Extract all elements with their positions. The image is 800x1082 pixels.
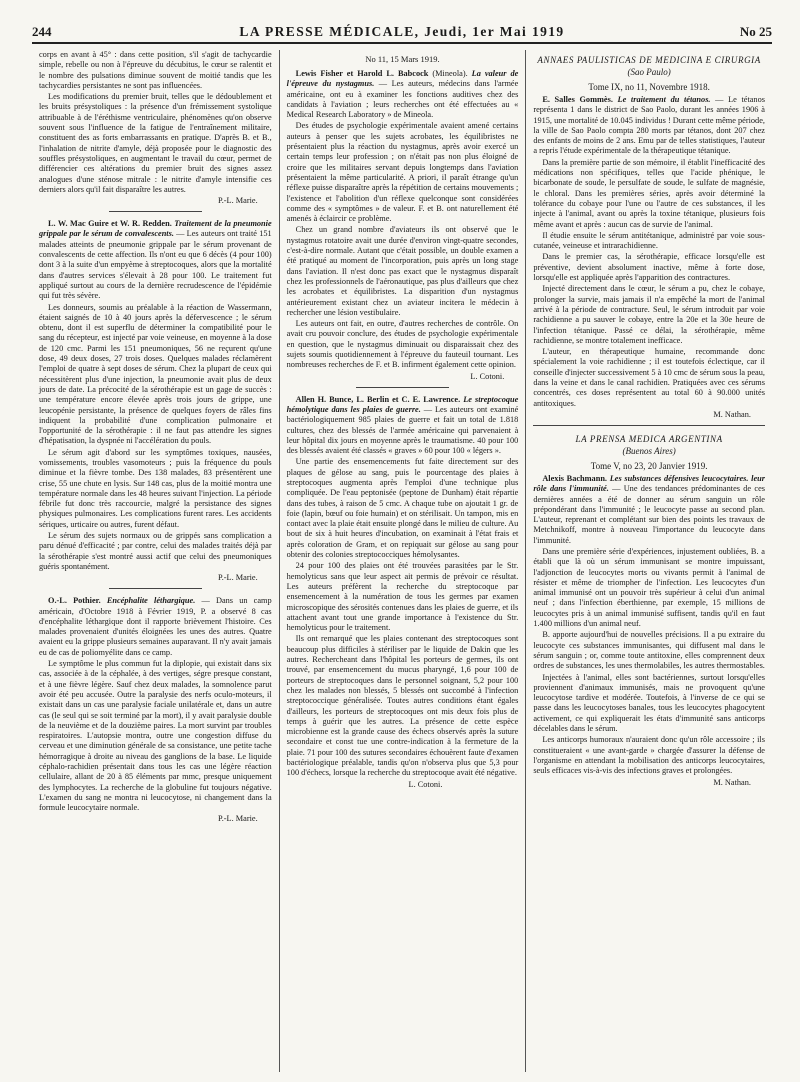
paragraph: L'auteur, en thérapeutique humaine, recommande donc spécialement la voie rachidienne ; il est toutefois éclectique, car il conseille d'injecter successivement 5 à 10 cmc de sérum sous la peau, dans la veine et dans le canal rachidien. Pratiquées avec ces sérums concentrés, ces doses représentent au total 60 à 90.000 unités antitoxiques. <box>533 347 765 408</box>
divider <box>109 588 202 589</box>
article-title: Traitement de la pneumonie grippale par le sérum de convalescents. <box>39 219 272 239</box>
journal-city: (Buenos Aires) <box>622 445 676 456</box>
divider <box>109 211 202 212</box>
article-title: Le traitement du tétanos. <box>617 95 711 104</box>
paragraph: Une partie des ensemencements fut faite directement sur des plaques de gélose au sang, puis le pourcentage des plaies à streptocoques augmenta après l'emploi d'une technique plus compliquée. De l'eau peptonisée (peptone de Dunham) était répartie dans des tubes, à raison de 5 cmc. A chaque tube on ajoutait 1 gr. de foie (lapin, bœuf ou foie humain) et on stérilisait. Un tampon, mis en contact avec la plaie était ensuite plongé dans le milieu de culture. Au bout de six à huit heures d'incubation, on examinait à l'état frais et après coloration de Gram, et on repiquait sur gélose au sang pour obtenir des colonies streptococciques hémolysantes. <box>286 457 519 560</box>
article-title: La valeur de l'épreuve du nystagmus. <box>286 69 519 89</box>
column-left <box>32 50 279 1072</box>
article-author: Alexis Bachmann. <box>542 473 608 483</box>
article-city: (Mineola). <box>432 69 468 78</box>
paragraph: Les anticorps humoraux n'auraient donc qu'un rôle accessoire ; ils constitueraient « une avant-garde » chargée d'assurer la défense de l'organisme en attendant la mobilisation des anticorps leucocytaires, seuls efficaces vis-à-vis des infections graves et prolongées. <box>533 735 765 776</box>
article-abstract <box>39 219 272 301</box>
paragraph: Dans la première partie de son mémoire, il établit l'inefficacité des médications non spécifiques, telles que l'acide phénique, le bicarbonate de soude, le persulfate de soude, le sulfate de magnésie, le chloral. Dans les premières séries, après avoir déterminé la tolérance du cobaye pour l'une ou l'autre de ces substances, il les injecte à l'animal, avant ou après la toxine tétanique, plusieurs fois même avant et après : aucun cas de survie de l'animal. <box>533 157 765 229</box>
article-text: — Les auteurs ont examiné bactériologiquement 985 plaies de guerre et fait un total de 1.818 cultures, chez des blessés de l'armée américaine qui parvenaient à leur hôpital dix jours en moyenne après le traumatisme. 40 pour 100 des blessés avaient été classés « graves » 60 pour 100 « légers ». <box>286 404 519 456</box>
divider <box>533 425 765 426</box>
article-author: Allen H. Bunce, L. Berlin et C. E. Lawrence. <box>295 394 461 404</box>
article-title: Les substances défensives leucocytaires. leur rôle dans l'immunité. <box>533 473 765 494</box>
journal-name: ANNAES PAULISTICAS DE MEDICINA E CIRURGIA <box>537 55 761 65</box>
paragraph: Le sérum agit d'abord sur les symptômes toxiques, nausées, vomissements, troubles vasomoteurs ; puis la fréquence du pouls diminue et la fièvre tombe. Des 138 malades, 83 présentèrent une crise, 55 une chute en lysis. Sur 148 cas, plus de la moitié montra une température normale dans les 48 heures suivant l'injection. La période fébrile fut donc très raccourcie, malgré la persistance des signes physiques pulmonaires. Les complications furent rares. Les accidents sériques, urticaire ou autres, furent défaut. <box>39 447 272 529</box>
paragraph: Les auteurs ont fait, en outre, d'autres recherches de contrôle. On avait cru pouvoir conclure, des études de psychologie expérimentale en question, que le nystagmus diminuait ou disparaissait chez des sujets soumis quotidiennement à l'épreuve du fauteuil tournant. Les nombreuses recherches de F. et B. infirment également cette opinion. <box>286 319 519 370</box>
paragraph: Le symptôme le plus commun fut la diplopie, qui existait dans six cas, associée à de la céphalée, à des vertiges, ségre presque constant, et à une fièvre légère. Sauf chez deux malades, la somnolence parut avoir été peu accusée. Outre la paralysie des nerfs oculo-moteurs, il existait dans un cas une paralysie faciale unilatérale et, dans un autre cas (le seul qui se soit terminé par la mort), il y avait paralysie double de la neuvième et de la douzième paires. La mort survint par troubles respiratoires. L'autopsie montra, outre une congestion diffuse du cerveau et une diminution générale de sa consistance, une petite tache hémorragique à droite au niveau des ganglions de la base. Le liquide céphalo-rachidien présentait dans tous les cas une légère réaction cellulaire, allant de 20 à 85 éléments par mmc, presque uniquement des lymphocytes. La recherche de la globuline fut toujours négative. L'examen du sang ne montra ni leucocytose, ni changement dans la formule leucocytaire normale. <box>39 659 272 813</box>
article-abstract <box>533 474 765 546</box>
paragraph: B. apporte aujourd'hui de nouvelles précisions. Il a pu extraire du leucocyte ces substances immunisantes, qui diffusent mal dans le sérum sanguin ; or, comme toute antitoxine, elles comprennent deux ordres de substances, les unes thermolabiles, les autres thermostables. <box>533 630 765 671</box>
paragraph: Injectées à l'animal, elles sont bactériennes, surtout lorsqu'elles proviennent d'animaux immunisés, mais ne provoquent qu'une leucocytose tardive et modérée. Toutefois, à l'inverse de ce qui se passe dans les leucocytoses banales, tous les leucocytes phagocytent activement, ce qui expliquerait les états d'immunité sans anticorps décelables dans le sérum. <box>533 672 765 734</box>
paragraph: Injecté directement dans le cœur, le sérum a pu, chez le cobaye, prolonger la survie, mais jamais il n'a empêché la mort de l'animal arrivé à la période de contracture. Seul, le sérum introduit par voie rachidienne a pu sauver le cobaye, entre la 20e et la 30e heure de l'infection tétanique. Passé ce délai, la sérothérapie, même rachidienne, se montre totalement inefficace. <box>533 284 765 345</box>
journal-name: LA PRENSA MEDICA ARGENTINA <box>575 433 723 444</box>
paragraph: Ils ont remarqué que les plaies contenant des streptocoques sont beaucoup plus difficiles à stériliser par le liquide de Dakin que les autres. Rechercheant dans l'hôpital les porteurs de germes, ils ont trouvé, par ensemencement du mucus pharyngé, 1,6 pour 100 de porteurs de streptocoques dans le personnel soignant, 5,2 pour 100 chez les malades non blessés, 5 blessés ont succombé à l'infection streptococcique généralisée. Toutes autres conditions étant égales d'ailleurs, les porteurs de streptocoques ont mis deux fois plus de temps à guérir que les autres. La présence de cette espèce microbienne est la grande cause des échecs observés après la suture secondaire et const tue une contre-indication à la fermeture de la plaie. 71 pour 100 des sutures secondaires échouèrent faute d'examen bactériologique préalable, tandis qu'on n'observa plus que 5,3 pour 100 d'échecs, lorsque la recherche du streptocoque avait été négative. <box>286 634 519 778</box>
article-text: — Les auteurs ont traité 151 malades atteints de pneumonie grippale par le sérum provenant de convalescents de cette affection. Ils n'ont eu que 6 décès (4 pour 100) dont 3 à la suite d'un empyème à streptocoques, alors que la mortalité dans d'autres services s'élevait à 28 pour 100. Le traitement fut appliqué surtout au cours de la dernière recrudescence de l'épidémie qui fut très sévère. <box>39 229 272 301</box>
article-title: Encéphalite léthargique. <box>106 596 196 606</box>
paragraph: Les modifications du premier bruit, telles que le dédoublement et les bruits présystoliques : la présence d'un frémissement systolique attribuable à de l'éréthisme ventriculaire, phénomènes qu'on observe souvent sous l'influence de la fatigue de l'entraînement militaire, constituent des as forts embarrassants en pratique. D'après B. et B., l'inhalation de nitrite d'amyle, déjà proposée pour le diagnostic des souffles présystoliques, en augmentant le travail du cœur, permet de différencier ces altérations du premier bruit des signes assez analogues d'une sténose mitrale : le nitrite d'amyle intensifie ces derniers alors qu'il fait disparaître les autres. <box>39 92 272 194</box>
page-header <box>32 22 772 44</box>
journal-city: (Sao Paulo) <box>627 67 671 77</box>
journal-tome: Tome IX, no 11, Novembre 1918. <box>588 82 710 92</box>
paragraph: Les donneurs, soumis au préalable à la réaction de Wassermann, étaient saignés de 10 à 40 jours après la défervescence ; le sérum obtenu, dont il est superflu de déterminer la compatibilité pour le sang du récepteur, est injecté par voie veineuse, en moyenne à la dose de 120 cmc. Parmi les 151 pneumoniques, 56 ne reçurent qu'une dose, 49 deux doses, 27 trois doses. Quelques malades réclamèrent l'emploi de quatre à sept doses de sérum. Chez la plupart de ceux qui nécessitèrent plus d'une injection, la pneumonie avait plus de deux jours de date. La précocité de la sérothérapie est un gage de succès : une température encore élevée après trois jours de grippe, une leucopénie persistante, la présence de quelques foyers de râles fins indiquent la probabilité d'une complication pulmonaire et l'opportunité de la sérothérapie : il ne faut pas attendre les signes d'hépatisation, la dyspnée ni l'accélération du pouls. <box>39 302 272 446</box>
article-abstract <box>287 69 519 120</box>
article-text: — Le tétanos représenta 1 dans le district de Sao Paolo, durant les années 1906 à 1915, une mortalité de 10.045 individus ! Durant cette même période, la ville de Sao Paolo compta 280 morts par tétanos, dont 207 chez des enfants de moins de 2 ans. Emu par de telles statistiques, l'auteur a repris l'étude expérimentale de la thérapeutique tétanique. <box>533 95 765 156</box>
column-middle <box>279 50 526 1072</box>
paragraph: Le sérum des sujets normaux ou de grippés sans complication a paru dénué d'efficacité ; par contre, celui des malades traités déjà par la sérothérapie s'est montré aussi actif que celui des pneumoniques guéris spontanément. <box>39 531 272 571</box>
signature: L. Cotoni. <box>470 371 505 381</box>
article-abstract <box>39 596 272 658</box>
paragraph: Dans le premier cas, la sérothérapie, efficace lorsqu'elle est préventive, devient absolument inactive, même à forte dose, lorsqu'elle est appliquée après l'apparition des contractures. <box>533 252 765 283</box>
journal-heading <box>533 433 765 472</box>
article-text: — Les auteurs, médecins dans l'armée américaine, ont eu à examiner les fonctions auditives chez des candidats à l'aviation ; leurs recherches ont été effectuées au « Medical Research Laboratory » de Mineola. <box>286 79 519 120</box>
article-author: Lewis Fisher et Harold L. Babcock <box>295 69 429 78</box>
article-author: O.-L. Pothier. <box>48 596 101 606</box>
article-abstract <box>287 395 519 457</box>
article-author: E. Salles Gommès. <box>542 95 613 104</box>
signature: M. Nathan. <box>713 777 751 787</box>
paragraph: 24 pour 100 des plaies ont été trouvées parasitées par le Str. hemolyticus sans que leur aspect ait permis de prévoir ce résultat. Les auteurs préfèrent la recherche du streptocoque par ensemencement à la numération de tous les germes par examen microscopique des sérosités contenues dans les plaies de guerre, et ils attachent avant tout une grande importance à l'existence du Str. hemolyticus pour le traitement. <box>286 561 519 633</box>
paragraph: Des études de psychologie expérimentale avaient amené certains auteurs à penser que les sujets acrobates, les équilibristes ne présentaient plus la réaction du nystagmus, après avoir exercé un certain temps leur profession ; on n'était pas non plus éloigné de croire que les militaires servant depuis longtemps dans l'aviation présentaient la même particularité. A priori, il paraît étrange qu'un réflexe puisse disparaître après la répétition de certains mouvements ; l'existence et l'abolition d'un réflexe quelconque sont considérées comme des « symptômes » de valeur. F. et B. ont naturellement été amenés à éclaircir ce problème. <box>286 121 519 224</box>
article-author: L. W. Mac Guire et W. R. Redden. <box>48 219 172 229</box>
signature: P.-L. Marie. <box>218 573 258 583</box>
page-number: 244 <box>32 24 52 39</box>
journal-heading <box>533 54 765 93</box>
article-text: — Dans un camp américain, d'Octobre 1918 à Février 1919, P. a observé 8 cas d'encéphalite léthargique dont il rapporte brièvement l'histoire. Ces malades provenaient d'unités éloignées les unes des autres. Quatre avaient eu la grippe plusieurs semaines auparavant. Il n'y avait jamais eu de cas de poliomyélite dans ce camp. <box>39 596 272 657</box>
paragraph: Il étudie ensuite le sérum antitétanique, administré par voie sous-cutanée, veineuse et intrarachidienne. <box>533 230 765 251</box>
columns <box>32 50 772 1072</box>
paragraph: Chez un grand nombre d'aviateurs ils ont observé que le nystagmus rotatoire avait une durée d'environ vingt-quatre secondes, c'est-à-dire normale. Autant que c'était possible, un double examen a été pratiqué au moment de l'incorporation, puis après un long stage dans l'aviation. Il n'est donc pas exact que le nystagmus disparaît chez les professionnels de l'aéronautique, pas plus d'ailleurs que chez les acrobates et équilibristes. La disparition d'un nystagmus antérieurement existant chez un aviateur incitera le médecin à rechercher une lésion vestibulaire. <box>286 225 519 317</box>
column-right <box>525 50 772 1072</box>
journal-title: LA PRESSE MÉDICALE, Jeudi, 1er Mai 1919 <box>239 24 565 39</box>
issue-number: No 25 <box>739 24 772 39</box>
article-text: — Une des tendances prédominantes de ces dernières années a été de donner au sérum sanguin un rôle prépondérant dans l'immunité ; le leucocyte passe au second plan. L'auteur, reprenant et complétant sur bien des points les travaux de Metchnikoff, montre à nouveau l'importance du leucocyte dans l'immunité. <box>533 484 765 545</box>
signature: P.-L. Marie. <box>218 814 258 824</box>
signature: P.-L. Marie. <box>218 196 258 206</box>
paragraph: corps en avant à 45° : dans cette position, s'il s'agit de tachycardie simple, rebelle ou non à l'épreuve du décubitus, le cœur se ralentit et le nombre des pulsations diminue souvent de moitié tandis que les tachycardies persistantes ne sont pas influencées. <box>39 50 272 90</box>
article-title: Le streptocoque hémolytique dans les plaies de guerre. <box>286 394 519 414</box>
paragraph: Dans une première série d'expériences, injustement oubliées, B. a établi que là où un sérum immunisant se montre impuissant, l'adjonction de leucocytes morts ou vivants permit à l'animal de résister et même de triompher de l'infection. Les leucocytes d'un animal immunisé ont un pouvoir très supérieur à celui d'un animal neuf ; dans l'infection éberthienne, par exemple, 15 millions de leucocytes pris à un animal immunisé suffisent, tandis qu'il en faut 1.400 millions d'un animal neuf. <box>533 546 765 629</box>
issue-heading: No 11, 15 Mars 1919. <box>365 54 440 64</box>
journal-tome: Tome V, no 23, 20 Janvier 1919. <box>590 460 708 471</box>
signature: M. Nathan. <box>713 409 751 419</box>
divider <box>356 387 449 388</box>
signature: L. Cotoni. <box>408 779 443 789</box>
article-abstract <box>533 95 765 157</box>
